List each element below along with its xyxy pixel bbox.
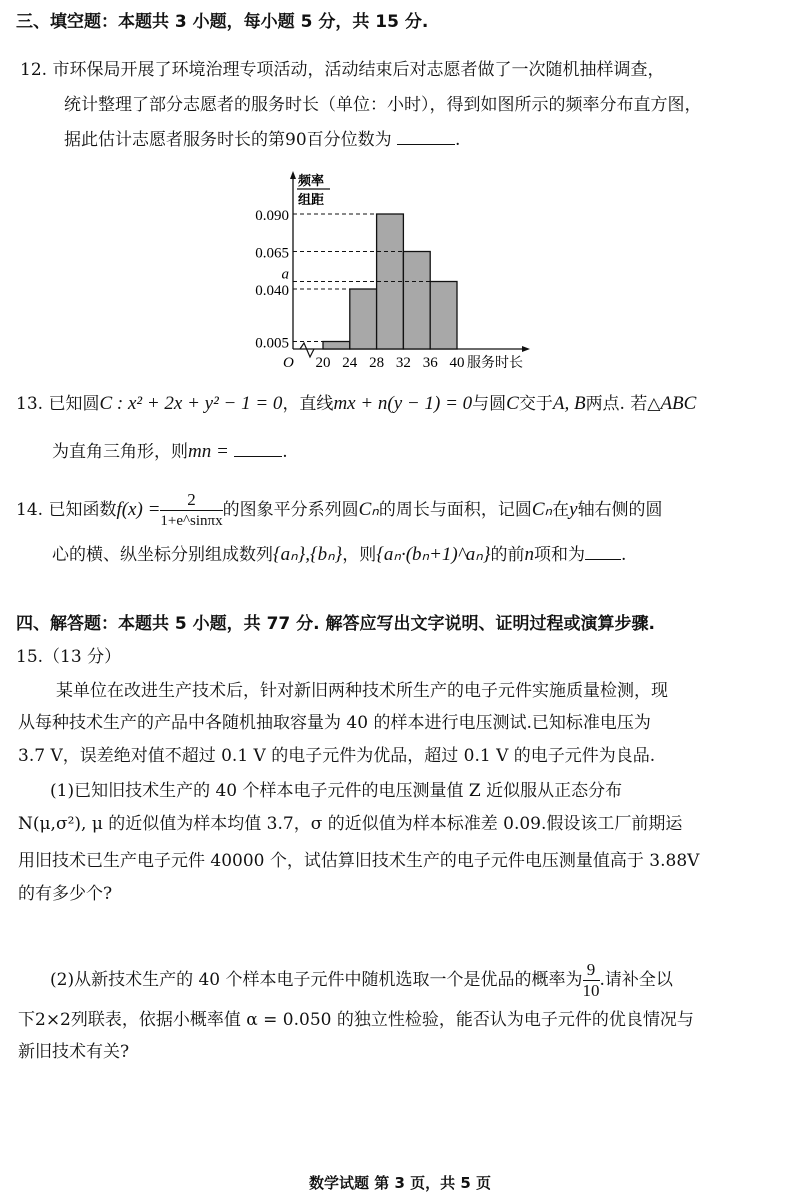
q15-p1: 某单位在改进生产技术后，针对新旧两种技术所生产的电子元件实施质量检测，现 <box>56 681 668 701</box>
q15-p5: N(μ,σ²), μ 的近似值为样本均值 3.7，σ 的近似值为样本标准差 0.09.假设该工厂前期运 <box>18 814 683 834</box>
q12-line3-text: 据此估计志愿者服务时长的第90百分位数为 <box>64 130 392 150</box>
section-3-heading: 三、填空题：本题共 3 小题，每小题 5 分，共 15 分. <box>16 12 429 32</box>
line-equation: mx + n(y − 1) = 0 <box>333 393 473 414</box>
histogram-bar <box>403 252 430 350</box>
y-tick-label: 0.005 <box>255 335 289 352</box>
y-tick-label: 0.090 <box>255 208 289 224</box>
q13-text: ，直线 <box>282 394 334 414</box>
q15-p2: 从每种技术生产的产品中各随机抽取容量为 40 的样本进行电压测试.已知标准电压为 <box>18 713 651 733</box>
math-c: C <box>506 393 519 414</box>
q13-text: 为直角三角形，则 <box>52 442 188 462</box>
answer-blank <box>234 440 282 457</box>
q15-p10: 新旧技术有关? <box>18 1042 130 1062</box>
page-footer: 数学试题 第 3 页，共 5 页 <box>309 1174 491 1192</box>
q14-text: 14. 已知函数 <box>16 500 117 520</box>
histogram-bar <box>350 289 377 349</box>
x-tick-label: 28 <box>369 355 385 371</box>
histogram-bar <box>323 342 350 350</box>
q13-line2 <box>52 440 288 464</box>
answer-blank <box>585 543 621 560</box>
probability-fraction <box>583 960 600 1001</box>
q12-line3 <box>64 128 460 152</box>
x-tick-label: 36 <box>422 355 438 371</box>
y-axis-arrow <box>290 171 296 179</box>
q14-text: 的图象平分系列圆 <box>222 500 359 520</box>
math-fx: f(x) = <box>116 499 161 520</box>
math-n: n <box>524 544 534 565</box>
q15-text: (2)从新技术生产的 40 个样本电子元件中随机选取一个是优品的概率为 <box>50 970 583 990</box>
section-4-heading: 四、解答题：本题共 5 小题，共 77 分. 解答应写出文字说明、证明过程或演算步骤. <box>16 614 655 634</box>
x-tick-label: 24 <box>342 355 358 371</box>
q13-text: 13. 已知圆 <box>16 394 100 414</box>
frequency-histogram <box>240 165 540 385</box>
q12-line2: 统计整理了部分志愿者的服务时长（单位：小时），得到如图所示的频率分布直方图， <box>64 95 702 115</box>
q14-text: 心的横、纵坐标分别组成数列 <box>52 545 273 565</box>
y-axis-label-bottom: 组距 <box>298 193 325 208</box>
x-tick-label: 32 <box>395 355 411 371</box>
q15-p3: 3.7 V，误差绝对值不超过 0.1 V 的电子元件为优品，超过 0.1 V 的电子元件为良品. <box>18 746 656 766</box>
q14-text: 项和为 <box>533 545 585 565</box>
frac-numerator: 2 <box>160 490 222 511</box>
q14-line2 <box>52 543 626 567</box>
period: . <box>620 545 627 565</box>
q15-p7: 的有多少个? <box>18 884 113 904</box>
math-cn: Cₙ <box>358 499 379 520</box>
answer-blank <box>397 128 455 145</box>
y-tick-label: a <box>281 266 289 283</box>
q15-p8 <box>50 956 673 1004</box>
q13-text: 与圆 <box>472 394 507 414</box>
q13-line1 <box>16 392 696 416</box>
math-abc: ABC <box>660 393 697 414</box>
q12-line1: 12. 市环保局开展了环境治理专项活动，活动结束后对志愿者做了一次随机抽样调查， <box>20 60 665 80</box>
q14-text: 轴右侧的圆 <box>577 500 663 520</box>
frac-denominator: 10 <box>582 981 600 1000</box>
q14-text: 在 <box>552 500 570 520</box>
math-ab: A, B <box>552 393 586 414</box>
circle-equation: C : x² + 2x + y² − 1 = 0 <box>99 393 283 414</box>
q15-p9: 下2×2列联表，依据小概率值 α = 0.050 的独立性检验，能否认为电子元件的优良情况与 <box>18 1010 694 1030</box>
math-mn: mn = <box>188 441 229 462</box>
period: . <box>282 442 288 462</box>
origin-label: O <box>283 355 294 371</box>
q15-text: .请补全以 <box>599 970 673 990</box>
frac-denominator: 1+e^sinπx <box>160 513 223 529</box>
math-sequence-expr: {aₙ·(bₙ+1)^aₙ} <box>376 544 491 565</box>
y-tick-label: 0.065 <box>255 245 289 262</box>
histogram-bar <box>430 282 457 350</box>
q15-p6: 用旧技术已生产电子元件 40000 个，试估算旧技术生产的电子元件电压测量值高于 3.88V <box>18 851 700 871</box>
math-sequences: {aₙ},{bₙ} <box>273 544 343 565</box>
function-fraction <box>160 490 222 531</box>
q14-text: ，则 <box>342 545 377 565</box>
q14-line1 <box>16 486 663 534</box>
q14-text: 的周长与面积，记圆 <box>378 500 532 520</box>
math-cn: Cₙ <box>531 499 553 520</box>
axis-break <box>300 343 314 357</box>
frac-numerator: 9 <box>583 960 600 981</box>
x-tick-label: 40 <box>449 355 465 371</box>
q14-text: 的前 <box>490 545 525 565</box>
q13-text: 两点. 若△ <box>585 394 661 414</box>
math-y: y <box>569 499 578 520</box>
x-tick-label: 20 <box>315 355 331 371</box>
q15-title: 15.（13 分） <box>16 647 122 667</box>
y-tick-label: 0.040 <box>255 283 289 299</box>
y-axis-label-top: 频率 <box>298 174 325 189</box>
q15-p4: (1)已知旧技术生产的 40 个样本电子元件的电压测量值 Z 近似服从正态分布 <box>50 781 623 801</box>
period: . <box>455 130 461 150</box>
x-axis-arrow <box>522 346 530 352</box>
q13-text: 交于 <box>518 394 553 414</box>
x-axis-label: 服务时长 <box>467 355 523 371</box>
